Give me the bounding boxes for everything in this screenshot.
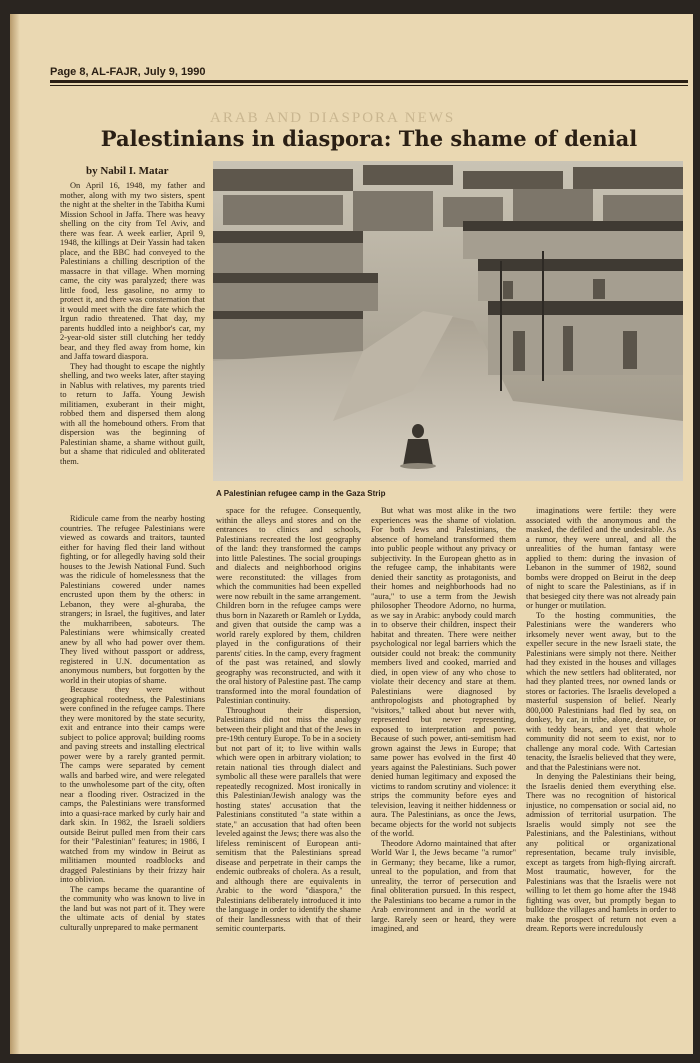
refugee-camp-photo [213, 161, 683, 481]
header-rule-thick [50, 80, 688, 83]
column-3 [371, 506, 516, 1011]
paragraph: Throughout their dispersion, Palestinians did not miss the analogy between their plight and that of the Jews in pre-19th century Europe. To be in a society but not part of it; to live within walls which were open in arbitrary violation; to retain national ties through dialect and symbolic all these were parallels that were repeatedly recognized. Most ironically in this Palestinian/Jewish analogy was the hosting states' accusation that the Palestinians constituted "a state within a state," an accusation that had often been leveled against the Jews; there was also the lifeless reminiscent of European anti-semitism that the Palestinians spread disease and perpetrate in their camps the endemic outbreaks of cholera. As a result, and although there are equivalents in Arabic to the word "diaspora," the Palestinians deliberately introduced it into the language in order to identify the shame of their landlessness with that of their semitic counterparts. [216, 705, 361, 933]
paragraph: Because they were without geographical rootedness, the Palestinians were confined in the refugee camps. There they were monitored by the state security, exit and entrance into their camps were subject to police approval; building rooms and paving streets and installing electrical power were by a rarely granted permit. The camps were separated by cement walls and barbed wire, and were relegated to the unwholesome part of the city, often near a flooding river. Ostracized in the camps, the Palestinians were transformed into a quasi-race marked by curly hair and dark skin. In 1982, the Israeli soldiers outside Beirut pulled men from their cars for their "Palestinian" features; in 1986, I watched from my window in Beirut as militiamen mounted roadblocks and dragged Palestinians by their frizzy hair into oblivion. [60, 685, 205, 884]
column-2 [216, 506, 361, 1011]
article-headline: Palestinians in diaspora: The shame of denial [100, 126, 638, 151]
paragraph: space for the refugee. Consequently, within the alleys and stores and on the entrances to clinics and schools, Palestinians recreated the lost geography of the land: they transformed the camps into little Palestines. The social groupings and dialects and neighborhood origins were reconstituted: the villages from which the communities had been expelled were now rebuilt in the same arrangement. Children born in the refugee camps were thus born in Nazareth or Ramleh or Lydda, and given that outside the camp was a world rarely explored by them, children played in the configurations of their parents' cities. In the camp, every fragment of the past was retained, and slowly geography was reconstructed, and with it the oral history of Palestine past. The camp transformed into the moral foundation of Palestinian continuity. [216, 506, 361, 705]
newspaper-page [10, 14, 693, 1054]
paragraph: Ridicule came from the nearby hosting countries. The refugee Palestinians were viewed as cowards and traitors, taunted either for having fled their land without fighting, or for allegedly having sold their houses to the Jewish National Fund. Such was the ridicule of homelessness that the Palestinians cowered under names encrusted upon them by the others: in Lebanon, they were al-ghuraba, the strangers; in Israel, the fugitives, and later the mukharribeen, saboteurs. The Palestinians were whimsically created anew by all who had power over them. They lived without passport or address, registered in U.N. documentation as anonymous numbers, but forgotten by the world in their utopias of shame. [60, 514, 205, 685]
paragraph: To the hosting communities, the Palestinians were the wanderers who irksomely never went away, but to the expeller secure in the new Israeli state, the Palestinians were simply not there. Neither had they existed in the houses and villages which the new settlers had obliterated, nor had they planted trees, nor owned lands or stores or factories. The Israelis developed a masterful suspension of belief. Nearly 800,000 Palestinians had fled by sea, on donkey, by car, in tribe, alone, destitute, or with teddy bears, and yet that whole community did not seem to exist, nor to challenge any moral code. With Cartesian tenacity, the Israelis believed that they were, and that the Palestinians were not. [526, 610, 676, 772]
photo-illustration [213, 161, 683, 481]
paragraph: They had thought to escape the nightly shelling, and two weeks later, after staying in Nablus with relatives, my parents tried to return to Jaffa. Young Jewish militiamen, exuberant in their might, robbed them and dispersed them along with all the homebound others. From that dispersion was the beginning of Palestinian shame, a shame without guilt, but a shame that ridiculed and obliterated them. [60, 361, 205, 466]
header-rule-thin [50, 85, 688, 86]
photo-caption: A Palestinian refugee camp in the Gaza Strip [216, 489, 386, 498]
paragraph: Theodore Adorno maintained that after World War I, the Jews became "a rumor" in Germany; they became, like a rumor, unreal to the population, and from that unreality, the terror of persecution and final obliteration pursued. In this respect, the Palestinians too became a rumor in the Arab environment and in the world at large. Rarely seen or heard, they were imagined, and [371, 838, 516, 933]
bleed-through-heading: ARAB AND DIASPORA NEWS [210, 110, 456, 126]
paragraph: On April 16, 1948, my father and mother, along with my two sisters, spent the night at the shelter in the Tabitha Kumi Mission School in Jaffa. There was heavy shelling on the city from Tel Aviv, and there was fear. A week earlier, April 9, 1948, the killings at Deir Yassin had taken place, and the BBC had conveyed to the Palestinians a chilling description of the massacre in that village. When morning came, the city was paralyzed; there was little food, less gasoline, no army to protect it, and there was consternation that it would meet with the dire fate which the Irgun radio threatened. That day, my parents huddled into a neighbor's car, my 2-year-old sister still clutching her teddy bear, and they fled away from home, kin and Jaffa toward diaspora. [60, 181, 205, 361]
column-1-top [60, 181, 205, 511]
page-header: Page 8, AL-FAJR, July 9, 1990 [50, 66, 206, 78]
paragraph: The camps became the quarantine of the community who was known to live in the land but was not part of it. They were the ultimate acts of denial by states culturally unprepared to make permanent [60, 884, 205, 932]
paragraph: imaginations were fertile: they were associated with the anonymous and the masked, the defiled and the undesirable. As a rumor, they were unreal, and all the unrealities of the human fantasy were applied to them: during the invasion of Lebanon in the summer of 1982, sound bombs were dropped on Beirut in the deep of night to scare the Palestinians, as if in that besieged city there was not already pain or hunger or mutilation. [526, 506, 676, 610]
column-1-bottom [60, 514, 205, 1014]
column-4 [526, 506, 676, 1011]
paragraph: In denying the Palestinians their being, the Israelis denied them everything else. There was no recognition of historical injustice, no compensation or social aid, no admission of territorial usurpation. The Israelis would simply not see the Palestinians, and the Palestinians, without any political or organizational representation, became truly invisible, except as targets from high-flying aircraft. Most traumatic, however, for the Palestinians was that the Israelis were not willing to let them go home after the 1948 fighting was over, but promptly began to bulldoze the villages and hamlets in order to make the prospect of return not even a dream. Reports were incredulously [526, 772, 676, 933]
article-byline: by Nabil I. Matar [86, 165, 169, 177]
paragraph: But what was most alike in the two experiences was the shame of violation. For both Jews and Palestinians, the absence of homeland transformed them into public people without any privacy or subjectivity. In the European ghetto as in the refugee camp, the inhabitants were denied their sanctity as protagonists, and their homes and neighborhoods had no "aura," to use a term from the Jewish philosopher Theodore Adorno, no hurma, as we say in Arabic: anybody could march in to observe their children, inspect their habitat and threaten. There were neither psychological nor legal barriers which the outsider could not break: the community members lived and cooked, married and died, in open view of any who chose to violate their decency and stare at them. Palestinians were diagnosed by anthropologists and photographed by "visitors," talked about but never with, represented but never representing, exposed to interpretation and power. Because of such power, anti-semitism had grown against the Jews in Europe; that same power has evolved in the first 40 years against the Palestinians. Such power denied human legitimacy and exposed the victims to random scrutiny and violence: it strips the community before eyes and television, leaving it neither hiddenness or aura. The Palestinians, as once the Jews, became objects for the world not subjects of the world. [371, 506, 516, 838]
